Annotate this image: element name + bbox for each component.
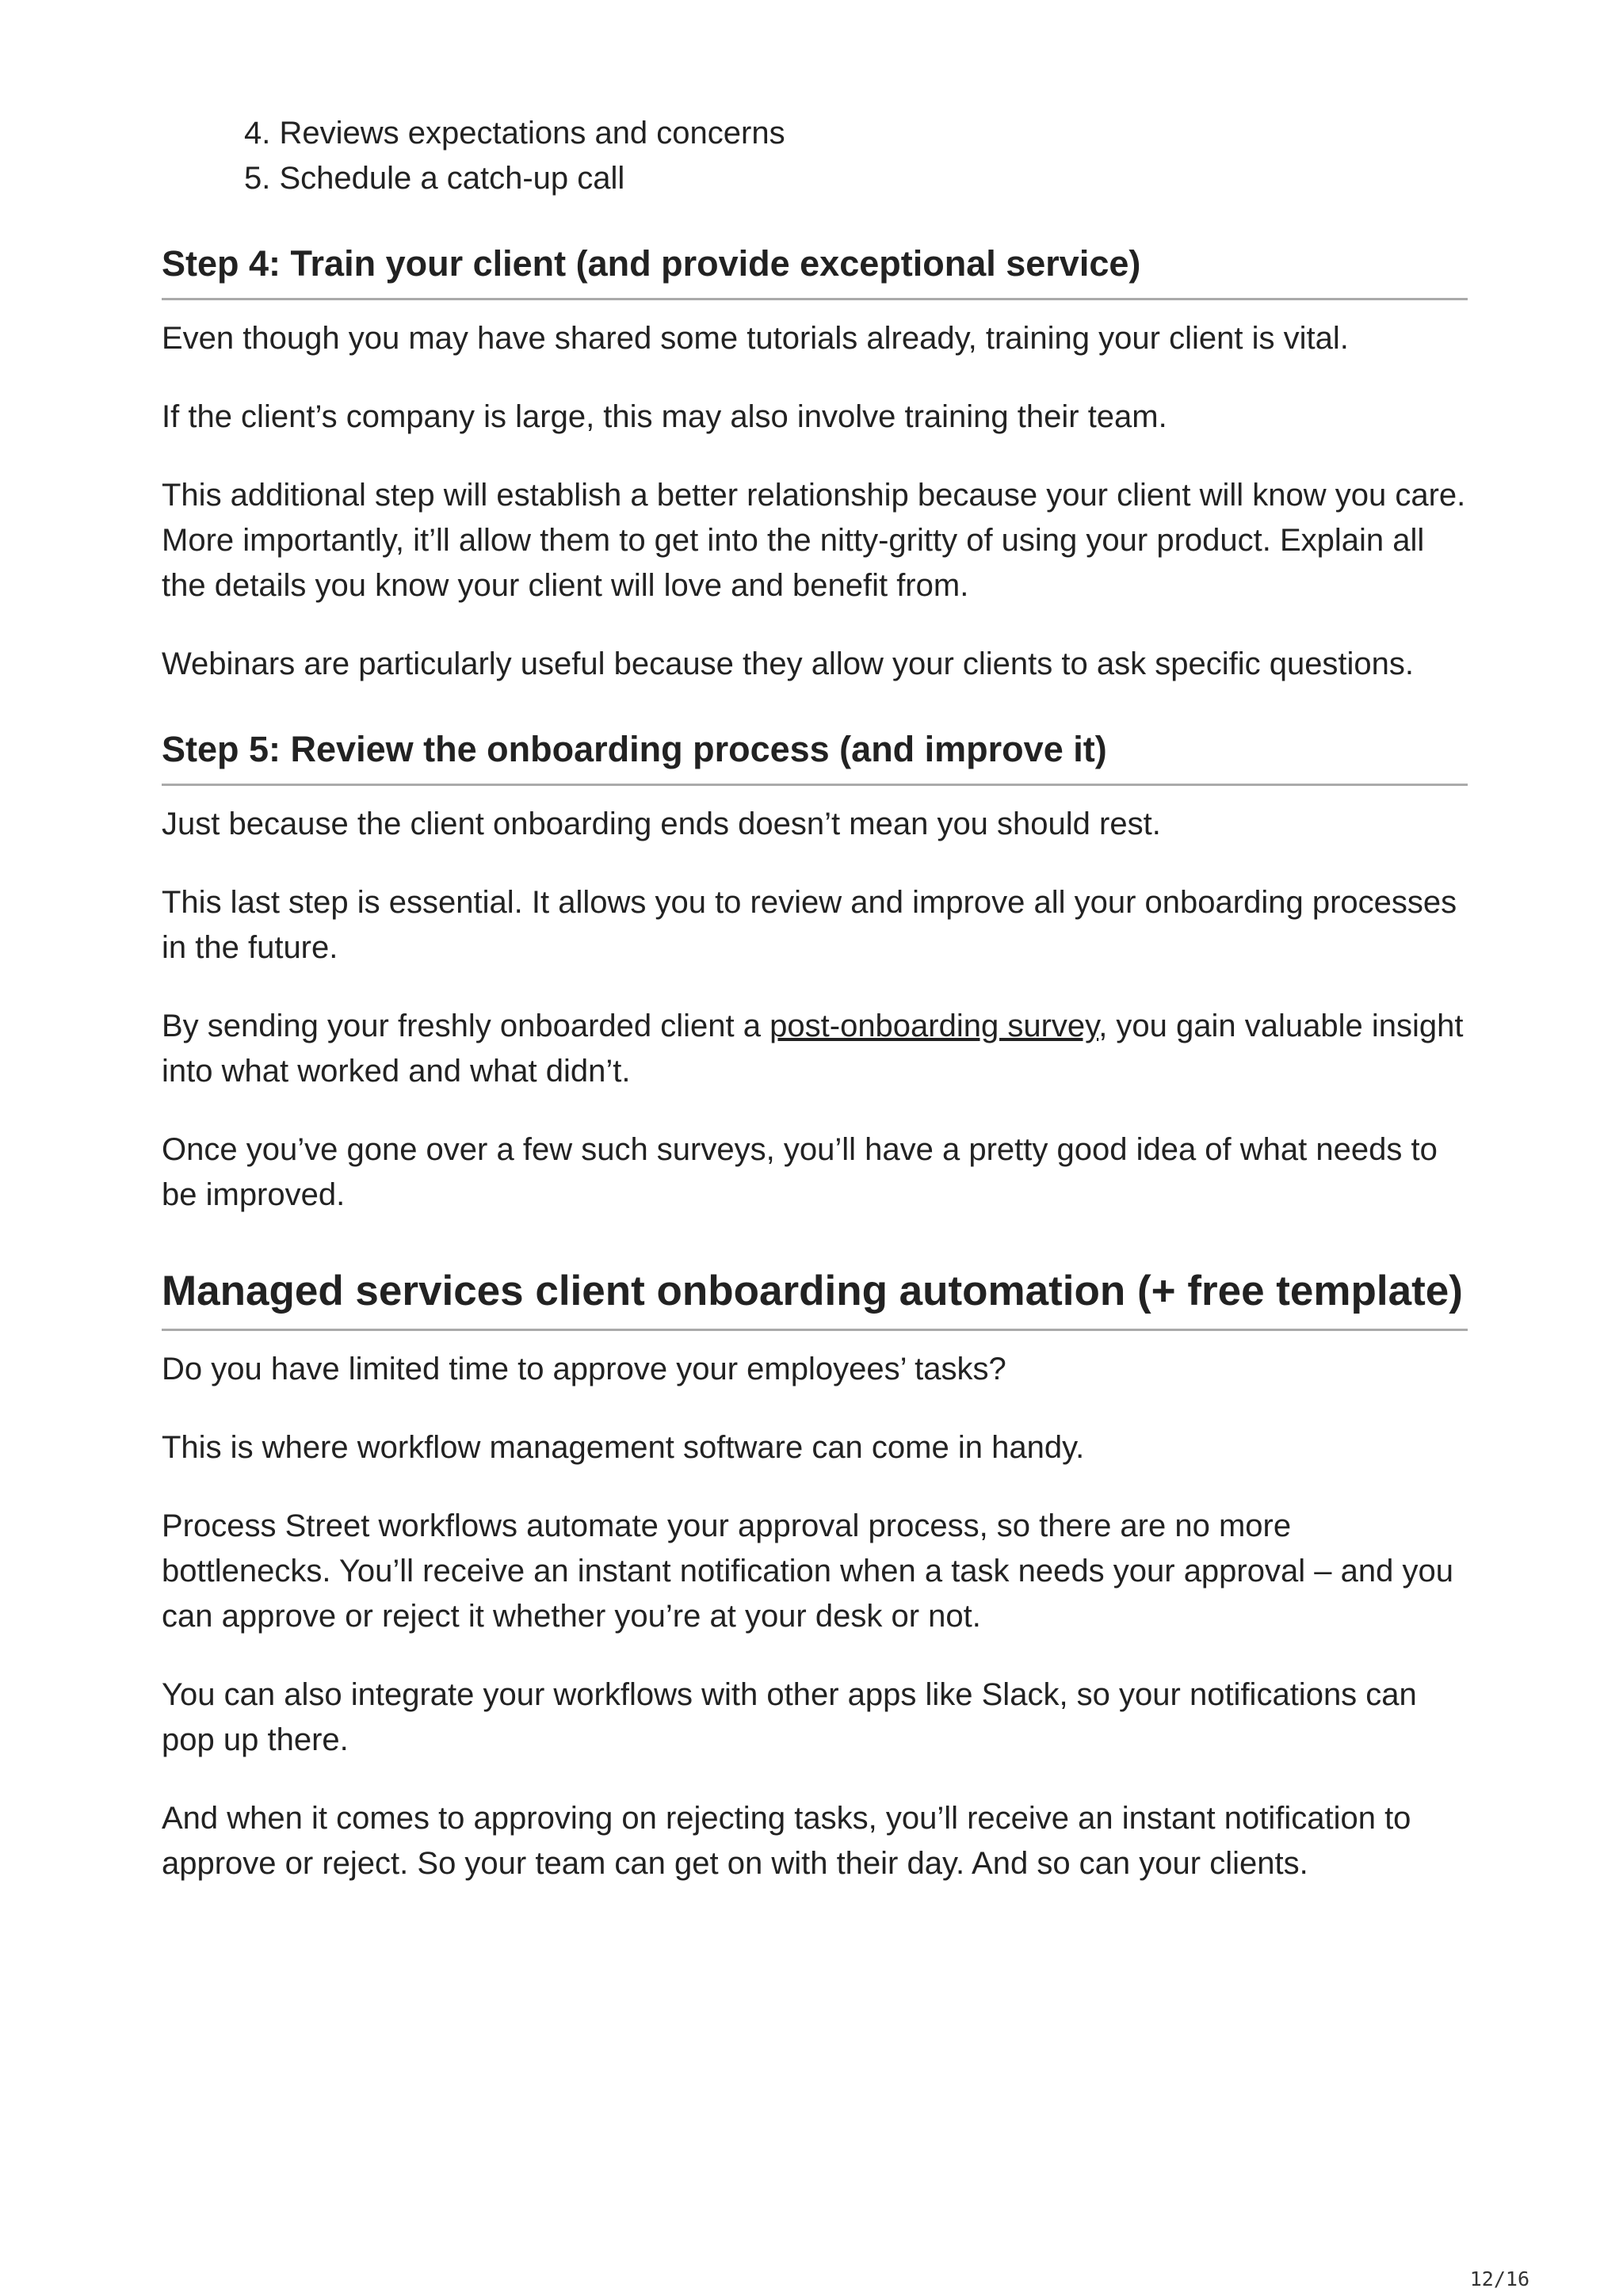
list-item: 4. Reviews expectations and concerns	[244, 116, 785, 151]
paragraph: Process Street workflows automate your approval process, so there are no more bottlenecks. You’ll receive an instant notification when a task needs your approval – and you can approve or reject it whether you’re at your desk or not.	[162, 1508, 1453, 1634]
page-number: 12/16	[1469, 2267, 1529, 2290]
paragraph-text: By sending your freshly onboarded client a	[162, 1009, 770, 1043]
paragraph: This additional step will establish a better relationship because your client will know you care. More importantly, it’ll allow them to get into the nitty-gritty of using your product. Explain all the details you know your client will love and benefit from.	[162, 478, 1466, 603]
paragraph-text: , you gain valuable insight into what worked and what didn’t.	[162, 1009, 1464, 1089]
paragraph: Just because the client onboarding ends doesn’t mean you should rest.	[162, 807, 1161, 841]
paragraph: This is where workflow management software can come in handy.	[162, 1430, 1085, 1465]
step-5-heading: Step 5: Review the onboarding process (and improve it)	[162, 725, 1468, 786]
paragraph: Webinars are particularly useful because they allow your clients to ask specific questions.	[162, 646, 1415, 681]
paragraph: And when it comes to approving on rejecting tasks, you’ll receive an instant notification to approve or reject. So your team can get on with their day. And so can your clients.	[162, 1801, 1411, 1881]
paragraph	[162, 1004, 1468, 1094]
post-onboarding-survey-link[interactable]: post-onboarding survey	[769, 1009, 1099, 1043]
section-heading: Managed services client onboarding automation (+ free template)	[162, 1262, 1468, 1331]
paragraph: If the client’s company is large, this may also involve training their team.	[162, 399, 1167, 434]
step-4-heading: Step 4: Train your client (and provide exceptional service)	[162, 239, 1468, 300]
document-content	[162, 111, 1468, 1886]
list-item: 5. Schedule a catch-up call	[244, 161, 625, 196]
paragraph: Even though you may have shared some tutorials already, training your client is vital.	[162, 321, 1349, 356]
paragraph: Once you’ve gone over a few such surveys, you’ll have a pretty good idea of what needs to be improved.	[162, 1132, 1438, 1212]
paragraph: This last step is essential. It allows you to review and improve all your onboarding processes in the future.	[162, 885, 1457, 965]
numbered-list	[162, 111, 1468, 201]
paragraph: Do you have limited time to approve your employees’ tasks?	[162, 1352, 1006, 1386]
paragraph: You can also integrate your workflows with other apps like Slack, so your notifications can pop up there.	[162, 1677, 1417, 1757]
